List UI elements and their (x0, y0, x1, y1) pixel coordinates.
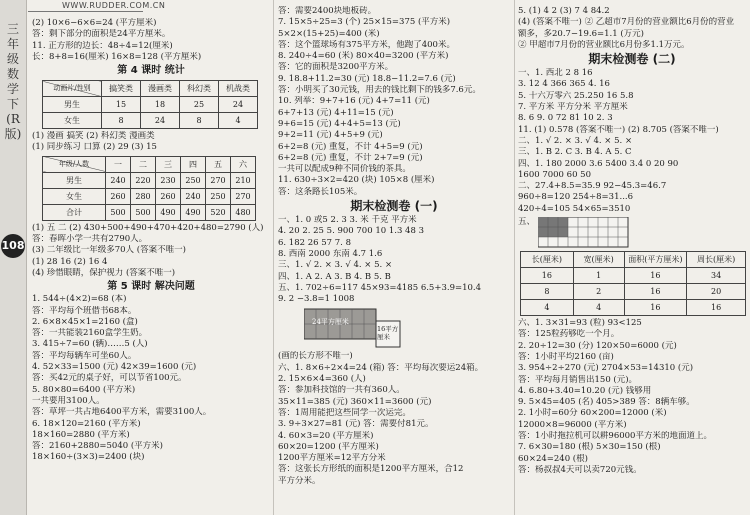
answer-line: 3. 12 4 366 365 4. 16 (518, 79, 610, 90)
answer-line: 9. 18.8+11.2=30 (元) 18.8−11.2=7.6 (元) (278, 73, 456, 84)
col-header: 三 (156, 156, 181, 172)
big-rect-label: 24平方厘米 (312, 318, 349, 327)
answer-line: 答：1小时平均2160 (亩) (518, 351, 614, 362)
answer-line: (1) 五 二 (2) 430+500+490+470+420+480=2790 (人) (32, 222, 264, 233)
cell: 210 (231, 172, 256, 188)
diagonal-header-cell: 年级/人数 (43, 156, 106, 172)
grid-figure (518, 217, 746, 249)
answer-line: 9+2=11 (元) 4+5+9 (元) (278, 130, 383, 141)
col-header: 周长(厘米) (687, 252, 746, 268)
answer-line: (1) 漫画 搞笑 (2) 科幻类 漫画类 (32, 131, 155, 142)
answer-line: 答：1周用能把这些同学一次运完。 (278, 407, 411, 418)
small-rect-label: 16平方厘米 (377, 325, 399, 342)
answer-line: 11. 正方形的边长：48÷4=12(厘米) (32, 40, 173, 51)
answer-line: (4) 珍惜眼睛，保护视力 (答案不唯一) (32, 267, 176, 278)
col-header: 科幻类 (180, 81, 219, 97)
cell: 260 (106, 188, 131, 204)
section-heading-final-exam-2: 期末检测卷 (二) (588, 52, 676, 67)
cell: 230 (156, 172, 181, 188)
answer-line: 六、1. 8×6÷2×4=24 (箱) 答：平均每次要运24箱。 (278, 362, 484, 373)
diagonal-header-cell: 动画片/性别 (43, 81, 102, 97)
table-row (521, 268, 746, 284)
cell: 280 (131, 188, 156, 204)
answer-line: 答：这个篮球场有375平方米，他跑了400米。 (278, 39, 455, 50)
answer-line: 2. 20÷12=30 (分) 120×50=6000 (元) (518, 340, 677, 351)
diag-top: 年级 (58, 159, 73, 168)
answer-line: 答：这张长方形纸的面积是1200平方厘米，合12 (278, 464, 464, 475)
answer-line: 2. 6×8×45×1=2160 (盒) (32, 316, 138, 327)
answer-line: 六、1. 3×31=93 (粒) 93<125 (518, 318, 642, 329)
answer-line: 35×11=385 (元) 360×11=3600 (元) (278, 396, 432, 407)
cell: 男生 (43, 172, 106, 188)
cell: 500 (106, 204, 131, 220)
col-header: 漫画类 (141, 81, 180, 97)
answer-line: 8. 240÷4=60 (米) 80×40=3200 (平方米) (278, 51, 449, 62)
cell: 4 (573, 300, 624, 316)
answer-line: ② 甲超市7月份的营业额比6月份多1.1万元。 (518, 39, 690, 50)
cell: 8 (521, 284, 574, 300)
answer-line: 答：125粒药够吃一个月。 (518, 329, 620, 340)
cell: 490 (156, 204, 181, 220)
grid-svg (538, 217, 630, 249)
cell: 250 (206, 188, 231, 204)
table-row (43, 188, 256, 204)
answer-line: 9+6=15 (元) 4+4+5=13 (元) (278, 118, 401, 129)
answer-line: 60×20=1200 (平方厘米) (278, 441, 379, 452)
cell: 220 (131, 172, 156, 188)
answer-line: 答：参加科技馆的一共有360人。 (278, 385, 405, 396)
answer-line: 一共要用3100人。 (32, 395, 105, 406)
answer-line: 答：春晖小学一共有2790人。 (32, 234, 148, 245)
cell: 520 (206, 204, 231, 220)
cell: 24 (219, 97, 258, 113)
answer-line: 8. 西南 2000 东南 4.7 1.6 (278, 248, 383, 259)
answer-line: 答：剩下部分的面积是24平方厘米。 (32, 29, 171, 40)
column-left (32, 6, 270, 464)
answer-line: 五、1. 702÷6=117 45×93=4185 6.5+3.9=10.4 (278, 282, 482, 293)
answer-line: 10. 列举：9+7+16 (元) 4+7=11 (元) (278, 96, 430, 107)
answer-line: 12000×8=96000 (平方米) (518, 419, 627, 430)
answer-line: 6. 182 26 57 7. 8 (278, 237, 351, 248)
answer-line: 答：1小时拖拉机可以耕96000平方米的地面道上。 (518, 431, 712, 442)
answer-line: 9. 2 −3.8=1 1008 (278, 294, 355, 305)
cell: 2 (573, 284, 624, 300)
answer-line: 6. 18×120=2160 (平方米) (32, 418, 141, 429)
cell: 18 (141, 97, 180, 113)
answer-line: (4) (答案不唯一) ② 乙超市7月份的营业额比6月份的营业 (518, 17, 735, 28)
answer-line: 1200平方厘米=12平方分米 (278, 453, 386, 464)
answer-line: 5. 十六万零六 25.250 16 5.8 (518, 90, 634, 101)
answer-line: 二、1. √ 2. × 3. √ 4. × 5. × (518, 135, 633, 146)
answer-line: (画的长方形不唯一) (278, 351, 353, 362)
answer-line: 1600 7000 60 50 (518, 169, 592, 180)
answer-line: 11. 630÷3×2=420 (块) 105×8 (厘米) (278, 175, 435, 186)
table-row (521, 284, 746, 300)
answer-line: 二、27.4+8.5=35.9 92−45.3=46.7 (518, 181, 667, 192)
answer-line: 平方分米。 (278, 475, 321, 486)
section-wu-label: 五、 (518, 217, 536, 228)
answer-line: 长：8+8=16(厘米) 16×8=128 (平方厘米) (32, 51, 202, 62)
answer-line: 答：小明买了30元钱，用去的钱比剩下的钱多7.6元。 (278, 85, 481, 96)
answer-line: 额多，多20.7−19.6=1.1 (万元) (518, 28, 644, 39)
answer-line: 4. 60×3=20 (平方厘米) (278, 430, 374, 441)
column-right (518, 6, 746, 476)
answer-line: 一、1. 西北 2 8 16 (518, 68, 593, 79)
rectangle-figure (304, 307, 510, 349)
answer-line: 答：需要2400块地板砖。 (278, 6, 377, 16)
cartoon-table (42, 80, 258, 129)
answer-line: 3. 9÷3×27=81 (元) 答：需要付81元。 (278, 419, 434, 430)
answer-line: 1. 544÷(4×2)=68 (本) (32, 294, 127, 305)
answer-line: 7. 15×5÷25=3 (个) 25×15=375 (平方米) (278, 17, 451, 28)
cell: 240 (106, 172, 131, 188)
answer-line: 6+2=8 (元) 重复，不计 4+5=9 (元) (278, 141, 423, 152)
answer-line: 9. 5×45=405 (名) 405>389 答：8辆车够。 (518, 397, 695, 408)
answer-line: 四、1. 180 2000 3.6 5400 3.4 0 20 90 (518, 158, 679, 169)
cell: 女生 (43, 113, 102, 129)
cell: 16 (521, 268, 574, 284)
col-header: 搞笑类 (102, 81, 141, 97)
cell: 250 (181, 172, 206, 188)
table-row (43, 97, 258, 113)
answer-line: (1) 同步练习 口算 (2) 29 (3) 15 (32, 142, 157, 153)
col1-top-block (32, 18, 270, 63)
answer-line: (3) 二年级比一年级多70人 (答案不唯一) (32, 245, 186, 256)
answer-line: 6+7+13 (元) 4+11=15 (元) (278, 107, 394, 118)
col-header: 宽(厘米) (573, 252, 624, 268)
cell: 20 (687, 284, 746, 300)
cell: 合计 (43, 204, 106, 220)
table-row (521, 300, 746, 316)
cell: 240 (181, 188, 206, 204)
answer-line: 18×160÷(3×3)=2400 (块) (32, 452, 145, 463)
answer-line: 5. 80×80=6400 (平方米) (32, 384, 136, 395)
answer-line: 3. 954÷2÷270 (元) 2704×53=14310 (元) (518, 363, 694, 374)
answer-line: 6+2=8 (元) 重复，不计 2+7=9 (元) (278, 152, 423, 163)
answer-line: 60×24=240 (根) (518, 453, 588, 464)
section-heading-final-exam-1: 期末检测卷 (一) (350, 199, 438, 214)
answer-line: 四、1. A 2. A 3. B 4. B 5. B (278, 271, 391, 282)
table-row (521, 252, 746, 268)
cell: 25 (180, 97, 219, 113)
answer-line: 7. 平方米 平方分米 平方厘米 (518, 102, 628, 113)
answer-line: 答：平均每辆车可坐60人。 (32, 350, 137, 361)
answer-line: 18×160=2880 (平方米) (32, 429, 130, 440)
answer-line: 5. (1) 4 2 (3) 7 4 84.2 (518, 6, 610, 16)
answer-line: 答：平均每月销售出150 (元)。 (518, 374, 638, 385)
cell: 4 (521, 300, 574, 316)
section-heading-problems: 第 5 课时 解决问题 (107, 281, 195, 293)
cell: 260 (156, 188, 181, 204)
cell: 270 (206, 172, 231, 188)
answer-line: (2) 10×6−6×6=24 (平方厘米) (32, 18, 157, 28)
col-header: 二 (131, 156, 156, 172)
col-header: 一 (106, 156, 131, 172)
site-url: WWW.RUDDER.COM.CN (62, 1, 166, 10)
answer-line: (1) 28 16 (2) 16 4 (32, 256, 108, 267)
answer-line: 4. 20 2. 25 5. 900 700 10 1.3 48 3 (278, 226, 424, 237)
answer-line: 答：它的面积是3200平方米。 (278, 62, 394, 73)
column-divider-2 (514, 0, 515, 515)
answer-line: 4. 6.80+3.40=10.20 (元) 钱够用 (518, 385, 652, 396)
cell: 16 (624, 268, 687, 284)
cell: 1 (573, 268, 624, 284)
cell: 270 (231, 188, 256, 204)
answer-line: 2. 15×6×4=360 (人) (278, 374, 366, 385)
answer-line: 4. 52×33=1500 (元) 42×39=1600 (元) (32, 362, 197, 373)
answer-line: 答：杨叔叔4天可以卖720元钱。 (518, 464, 642, 475)
diag-bottom: 人数 (75, 159, 90, 168)
answer-line: 答：草坪一共占地6400平方米，需要3100人。 (32, 407, 212, 418)
answer-line: 一、1. 0 或5 2. 3 3. 米 千克 平方米 (278, 215, 417, 226)
column-middle (278, 6, 510, 487)
cell: 480 (231, 204, 256, 220)
answer-line: 答：买42元的桌子好，可以节省100元。 (32, 373, 187, 384)
cell: 16 (624, 300, 687, 316)
diag-top: 动画片 (53, 84, 75, 93)
answer-line: 8. 6 9. 0 72 81 10 2. 3 (518, 113, 613, 124)
answer-line: 420÷4=105 54×65=3510 (518, 203, 631, 214)
cell: 男生 (43, 97, 102, 113)
answer-line: 一共可以配成9种不同价钱的茶具。 (278, 164, 411, 175)
cell: 女生 (43, 188, 106, 204)
cell: 16 (687, 300, 746, 316)
cell: 490 (181, 204, 206, 220)
section-heading-statistics: 第 4 课时 统计 (117, 65, 185, 77)
answer-line: 2. 1小时=60分 60×200=12000 (米) (518, 408, 667, 419)
answer-line: 答：2160+2880=5040 (平方米) (32, 441, 163, 452)
table-row (43, 156, 256, 172)
answer-line: 5×2×(15+25)=400 (米) (278, 28, 380, 39)
grade-label: 三年级数学下(R版) (4, 22, 22, 141)
col-header: 四 (181, 156, 206, 172)
answer-line: 答：这条路长105米。 (278, 186, 363, 197)
rectangle-table (520, 251, 746, 316)
answer-line: 7. 6×30=180 (根) 5×30=150 (根) (518, 442, 661, 453)
col-header: 机战类 (219, 81, 258, 97)
page-number-badge: 108 (1, 234, 25, 258)
answer-line: 11. (1) 0.578 (答案不唯一) (2) 8.705 (答案不唯一) (518, 124, 719, 135)
cell: 24 (141, 113, 180, 129)
grade-table (42, 156, 256, 221)
answer-line: 答：平均每个班借书68本。 (32, 305, 137, 316)
answer-line: 三、1. B 2. C 3. B 4. A 5. C (518, 147, 632, 158)
cell: 4 (219, 113, 258, 129)
table-row (43, 81, 258, 97)
col-header: 面积(平方厘米) (624, 252, 687, 268)
diag-bottom: 性别 (76, 84, 91, 93)
cell: 16 (624, 284, 687, 300)
column-divider-1 (273, 0, 274, 515)
cell: 34 (687, 268, 746, 284)
cell: 8 (102, 113, 141, 129)
col-header: 长(厘米) (521, 252, 574, 268)
answer-line: 三、1. √ 2. × 3. √ 4. × 5. × (278, 260, 393, 271)
sidebar (0, 0, 27, 515)
table-row (43, 204, 256, 220)
col-header: 五 (206, 156, 231, 172)
table-row (43, 113, 258, 129)
answer-line: 3. 415÷7=60 (辆)……5 (人) (32, 339, 148, 350)
answer-line: 960÷8=120 254÷8=31...6 (518, 192, 634, 203)
cell: 8 (180, 113, 219, 129)
col-header: 六 (231, 156, 256, 172)
cell: 500 (131, 204, 156, 220)
answer-line: 答：一共能装2160盒学生奶。 (32, 328, 148, 339)
cell: 15 (102, 97, 141, 113)
table-row (43, 172, 256, 188)
